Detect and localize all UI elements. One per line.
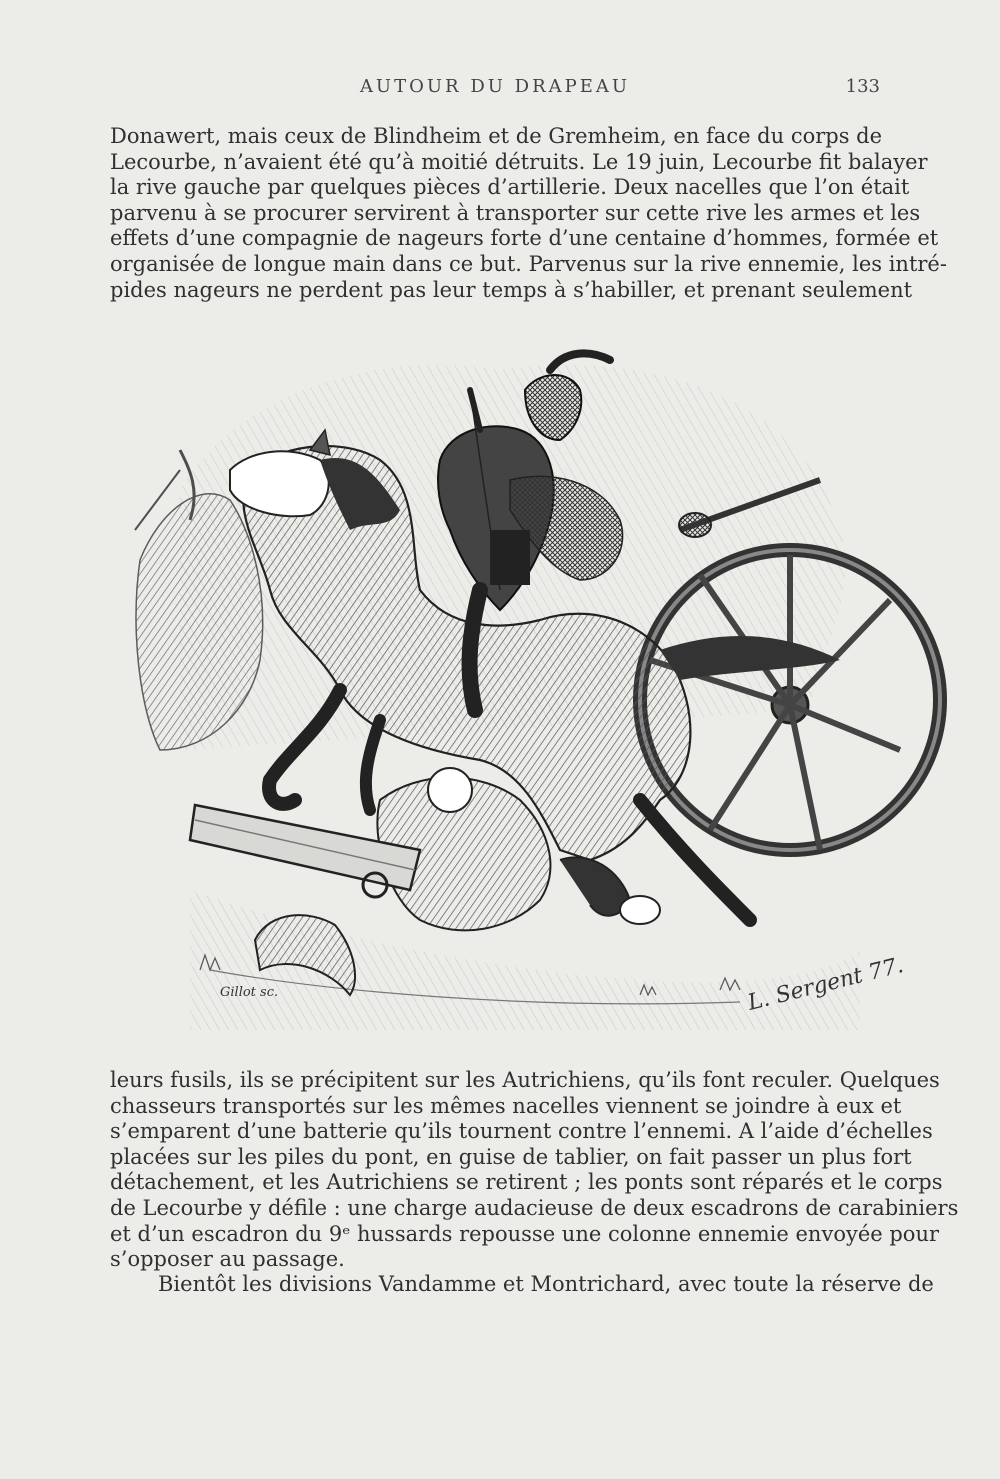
text-line: Lecourbe, n’avaient été qu’à moitié détruits. Le 19 juin, Lecourbe fit balayer [110, 149, 928, 174]
paragraph-3 [110, 1272, 934, 1298]
text-line: pides nageurs ne perdent pas leur temps à s’habiller, et prenant seulement [110, 277, 913, 302]
cavalry-charge-engraving [120, 330, 907, 1060]
text-line: détachement, et les Autrichiens se retirent ; les ponts sont réparés et le corps [110, 1170, 943, 1195]
text-line: leurs fusils, ils se précipitent sur les Autrichiens, qu’ils font reculer. Quelques [110, 1068, 940, 1092]
text-line: effets d’une compagnie de nageurs forte d’une centaine d’hommes, formée et [110, 226, 939, 251]
text-line: s’opposer au passage. [110, 1247, 345, 1272]
text-line: Donawert, mais ceux de Blindheim et de Gremheim, en face du corps de [110, 124, 883, 148]
paragraph-1 [110, 124, 947, 303]
text-line: et d’un escadron du 9ᵉ hussards repousse une colonne ennemie envoyée pour [110, 1221, 940, 1246]
text-line: la rive gauche par quelques pièces d’artillerie. Deux nacelles que l’on était [110, 175, 910, 200]
text-line: de Lecourbe y défile : une charge audacieuse de deux escadrons de carabiniers [110, 1195, 959, 1220]
running-title: AUTOUR DU DRAPEAU [359, 76, 631, 97]
text-line: placées sur les piles du pont, en guise de tablier, on fait passer un plus fort [110, 1144, 912, 1169]
engraving-illustration [120, 330, 907, 1060]
text-line: Bientôt les divisions Vandamme et Montrichard, avec toute la réserve de [158, 1272, 934, 1296]
svg-text:Gillot sc.: Gillot sc. [220, 985, 279, 1000]
page-number: 133 [845, 76, 880, 97]
text-line: s’emparent d’une batterie qu’ils tournent contre l’ennemi. A l’aide d’échelles [110, 1119, 933, 1144]
text-line: organisée de longue main dans ce but. Parvenus sur la rive ennemie, les intré- [110, 251, 947, 276]
text-line: chasseurs transportés sur les mêmes nacelles viennent se joindre à eux et [110, 1093, 902, 1118]
svg-text:L. Sergent 77.: L. Sergent 77. [745, 953, 907, 1016]
text-line: parvenu à se procurer servirent à transporter sur cette rive les armes et les [110, 200, 921, 225]
running-head [110, 76, 880, 104]
paragraph-2 [110, 1068, 959, 1273]
